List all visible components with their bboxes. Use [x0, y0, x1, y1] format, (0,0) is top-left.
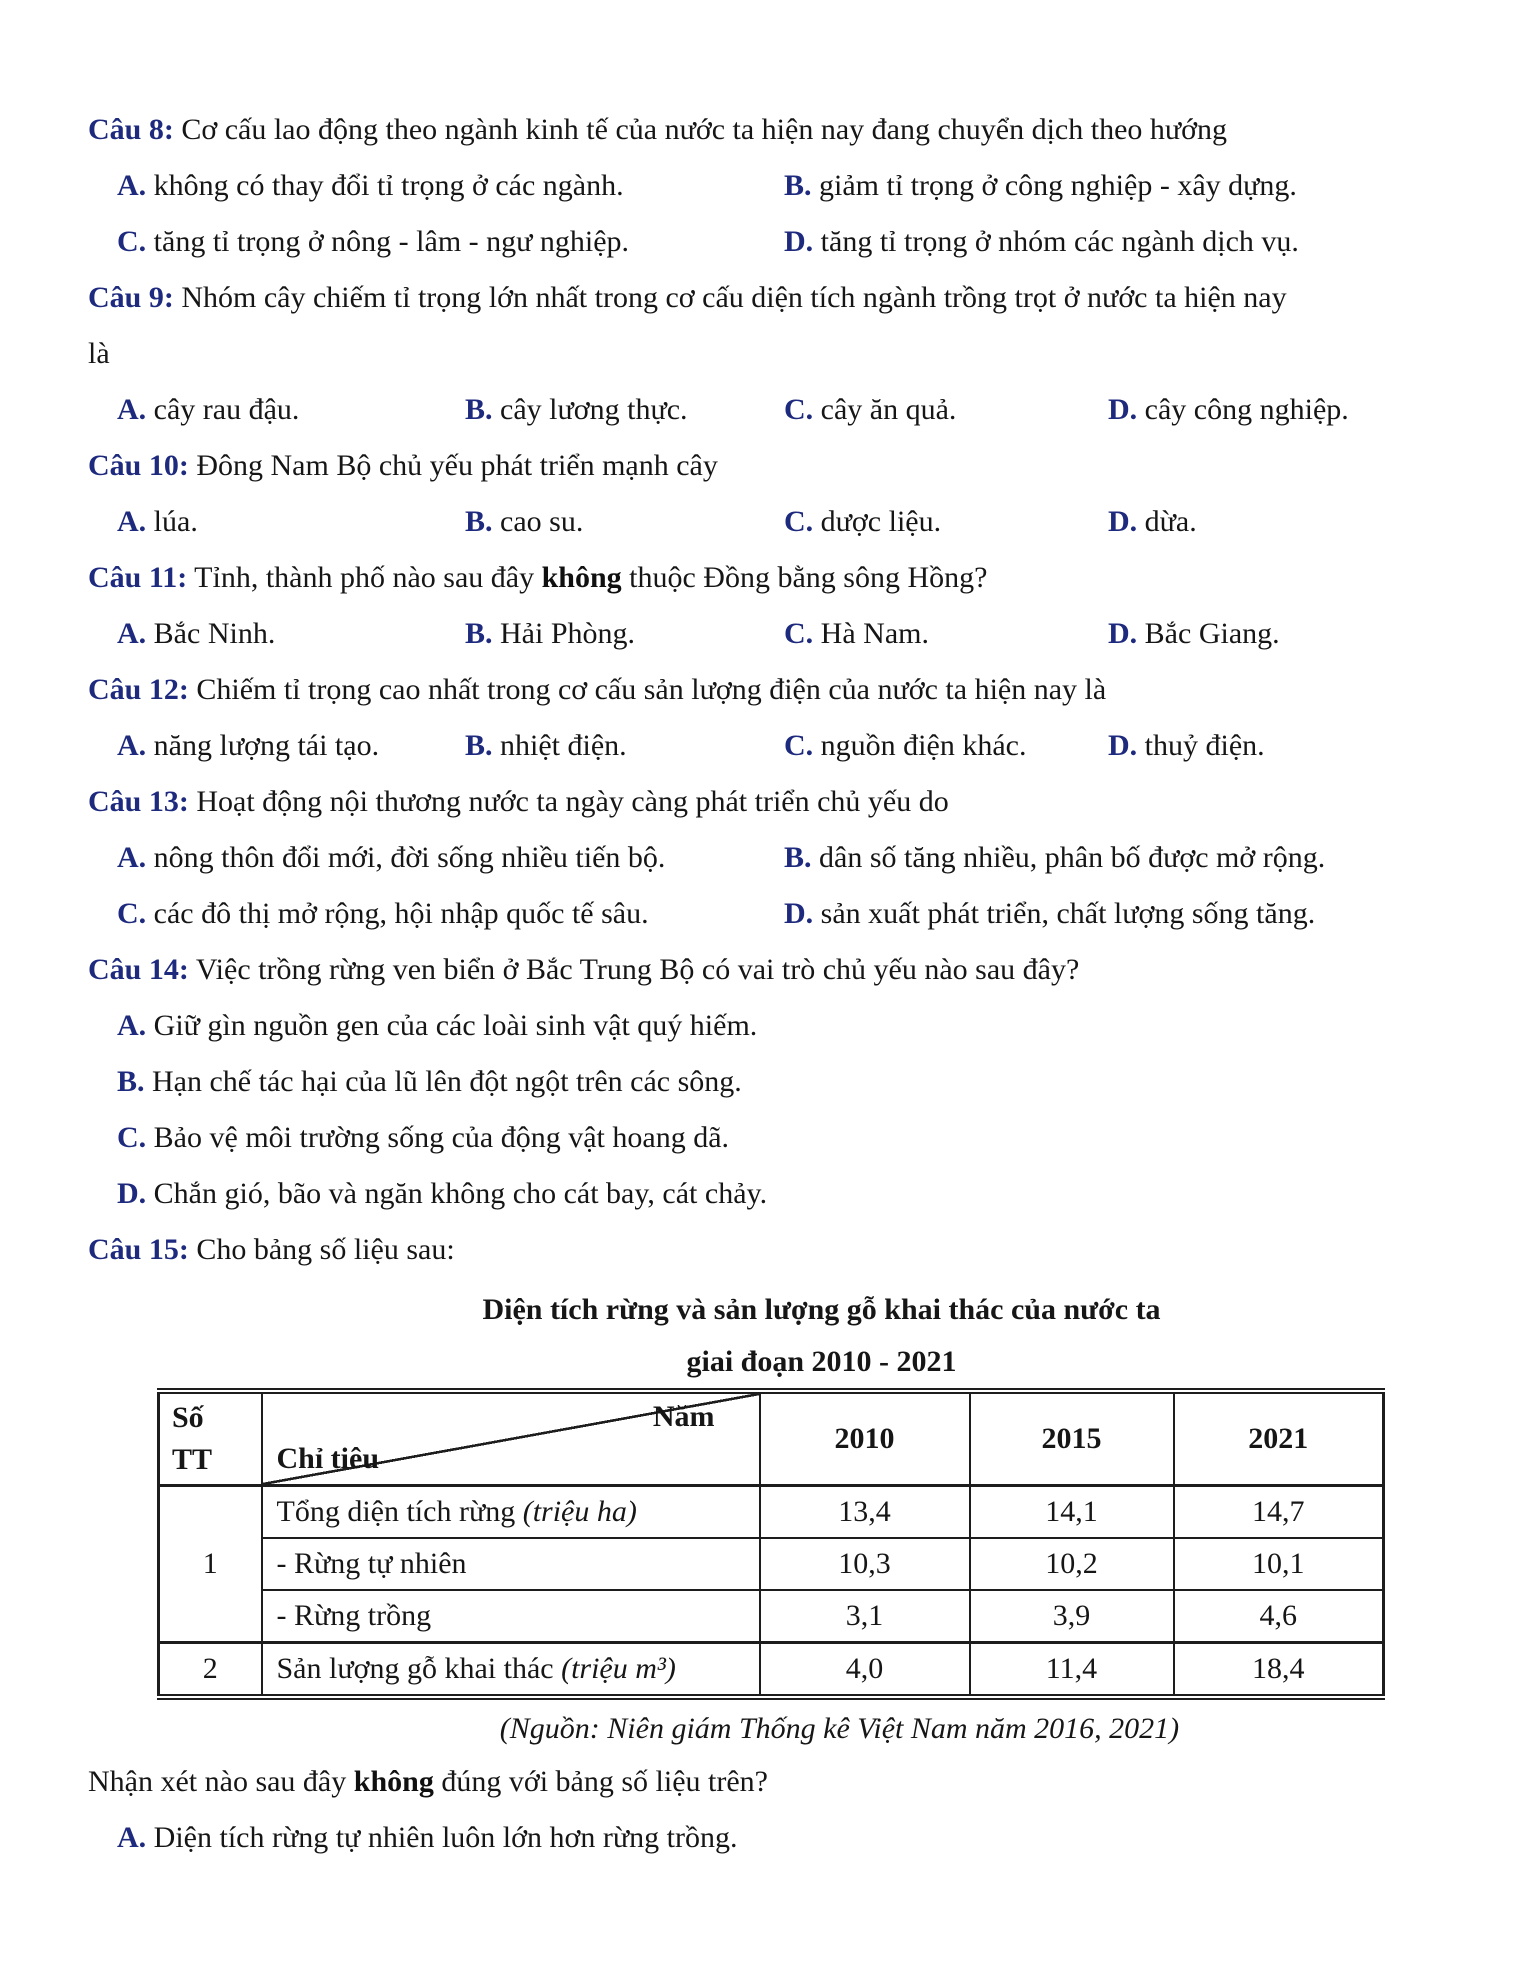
closing-question-line [88, 1754, 1480, 1810]
option-text: Bắc Ninh. [153, 617, 276, 650]
answer-option [117, 718, 465, 774]
row-label-text: - Rừng trồng [276, 1599, 432, 1632]
answer-option [1108, 606, 1480, 662]
option-letter: B. [784, 169, 812, 202]
option-letter: A. [117, 729, 147, 762]
option-letter: A. [117, 169, 147, 202]
option-letter: D. [117, 1177, 147, 1210]
option-letter: A. [117, 1009, 147, 1042]
option-letter: D. [1108, 393, 1138, 426]
option-text: Diện tích rừng tự nhiên luôn lớn hơn rừng trồng. [153, 1821, 738, 1854]
option-text: sản xuất phát triển, chất lượng sống tăng. [820, 897, 1316, 930]
options-row [88, 1166, 1480, 1222]
stt-header-text: TT [172, 1443, 213, 1476]
stt-header-cell [159, 1391, 262, 1486]
option-text: cây ăn quả. [820, 393, 957, 426]
answer-option [465, 382, 784, 438]
value-cell: 4,0 [760, 1643, 970, 1698]
question-text: Nhận xét nào sau đây [88, 1765, 354, 1798]
table-row [159, 1538, 1384, 1590]
corner-year-label: Năm [652, 1400, 715, 1433]
answer-option [784, 382, 1108, 438]
row-label-unit: (triệu m³) [561, 1652, 676, 1685]
stt-cell: 1 [159, 1486, 262, 1643]
question-text: Hoạt động nội thương nước ta ngày càng phát triển chủ yếu do [196, 785, 949, 818]
row-label-cell [262, 1643, 760, 1698]
answer-option [784, 830, 1480, 886]
option-letter: A. [117, 841, 147, 874]
question-number-label: Câu 9: [88, 281, 174, 314]
option-letter: D. [784, 225, 814, 258]
question-number-label: Câu 12: [88, 673, 189, 706]
options-row [88, 886, 1480, 942]
option-letter: D. [1108, 505, 1138, 538]
row-label-text: Tổng diện tích rừng [276, 1495, 523, 1528]
table-row [159, 1590, 1384, 1643]
question-number-label: Câu 11: [88, 561, 188, 594]
answer-option [117, 494, 465, 550]
option-text: Chắn gió, bão và ngăn không cho cát bay, cát chảy. [153, 1177, 768, 1210]
question-line [88, 550, 1480, 606]
question-line [88, 438, 1480, 494]
options-row [88, 1054, 1480, 1110]
value-cell: 10,3 [760, 1538, 970, 1590]
option-letter: A. [117, 393, 147, 426]
option-letter: D. [1108, 617, 1138, 650]
table-body [159, 1391, 1384, 1697]
answer-option [1108, 494, 1480, 550]
options-row [88, 1810, 1480, 1866]
option-letter: C. [117, 897, 147, 930]
table-source: (Nguồn: Niên giám Thống kê Việt Nam năm 2016, 2021) [499, 1712, 1180, 1745]
answer-option [465, 606, 784, 662]
options-row [88, 998, 1480, 1054]
question-number-label: Câu 15: [88, 1233, 189, 1266]
option-letter: A. [117, 617, 147, 650]
option-text: Bắc Giang. [1144, 617, 1280, 650]
option-letter: B. [465, 505, 493, 538]
option-text: Hải Phòng. [500, 617, 636, 650]
value-cell: 4,6 [1174, 1590, 1384, 1643]
question-text: Chiếm tỉ trọng cao nhất trong cơ cấu sản lượng điện của nước ta hiện nay là [196, 673, 1107, 706]
answer-option [117, 214, 784, 270]
option-letter: C. [117, 1121, 147, 1154]
question-text: Cơ cấu lao động theo ngành kinh tế của nước ta hiện nay đang chuyển dịch theo hướng [181, 113, 1228, 146]
year-header-cell: 2021 [1174, 1391, 1384, 1486]
row-label-unit: (triệu ha) [522, 1495, 637, 1528]
year-header-cell: 2015 [970, 1391, 1174, 1486]
question-line [88, 1222, 1480, 1278]
stt-cell: 2 [159, 1643, 262, 1698]
answer-option [1108, 718, 1480, 774]
option-text: Hà Nam. [820, 617, 929, 650]
option-letter: D. [784, 897, 814, 930]
question-number-label: Câu 13: [88, 785, 189, 818]
question-text: thuộc Đồng bằng sông Hồng? [621, 561, 988, 594]
answer-option [784, 886, 1480, 942]
answer-option [117, 1177, 767, 1210]
value-cell: 11,4 [970, 1643, 1174, 1698]
option-text: cây lương thực. [500, 393, 688, 426]
options-row [88, 494, 1480, 550]
question-text: là [88, 337, 110, 370]
option-text: tăng tỉ trọng ở nhóm các ngành dịch vụ. [820, 225, 1299, 258]
answer-option [465, 494, 784, 550]
option-letter: C. [784, 505, 814, 538]
table-title-line: giai đoạn 2010 - 2021 [686, 1345, 957, 1378]
option-text: lúa. [153, 505, 198, 538]
question-line [88, 326, 1480, 382]
question-text: Cho bảng số liệu sau: [196, 1233, 455, 1266]
answer-option [117, 830, 784, 886]
options-row [88, 1110, 1480, 1166]
answer-option [784, 718, 1108, 774]
option-letter: C. [784, 393, 814, 426]
question-number-label: Câu 10: [88, 449, 189, 482]
option-letter: B. [465, 729, 493, 762]
row-label-cell [262, 1486, 760, 1539]
answer-option [117, 1065, 742, 1098]
answer-option [784, 214, 1480, 270]
option-text: dừa. [1144, 505, 1197, 538]
table-corner-cell [262, 1391, 760, 1486]
option-letter: B. [465, 617, 493, 650]
question-number-label: Câu 14: [88, 953, 189, 986]
value-cell: 14,7 [1174, 1486, 1384, 1539]
answer-option [117, 158, 784, 214]
option-text: cây rau đậu. [153, 393, 300, 426]
question-number-label: Câu 8: [88, 113, 174, 146]
question-line [88, 662, 1480, 718]
answer-option [117, 1009, 757, 1042]
year-header-cell: 2010 [760, 1391, 970, 1486]
option-text: năng lượng tái tạo. [153, 729, 380, 762]
emphasis-text: không [541, 561, 622, 594]
option-text: dân số tăng nhiều, phân bố được mở rộng. [819, 841, 1326, 874]
value-cell: 10,2 [970, 1538, 1174, 1590]
option-text: dược liệu. [820, 505, 942, 538]
answer-option [117, 886, 784, 942]
question-text: Đông Nam Bộ chủ yếu phát triển mạnh cây [196, 449, 718, 482]
options-row [88, 718, 1480, 774]
option-text: không có thay đổi tỉ trọng ở các ngành. [153, 169, 624, 202]
question-text: Nhóm cây chiếm tỉ trọng lớn nhất trong cơ cấu diện tích ngành trồng trọt ở nước ta hiện nay [181, 281, 1287, 314]
value-cell: 3,9 [970, 1590, 1174, 1643]
answer-option [117, 382, 465, 438]
data-table [157, 1388, 1385, 1700]
option-text: cao su. [500, 505, 584, 538]
option-text: tăng tỉ trọng ở nông - lâm - ngư nghiệp. [153, 225, 630, 258]
value-cell: 14,1 [970, 1486, 1174, 1539]
question-line [88, 942, 1480, 998]
options-row [88, 158, 1480, 214]
question-line [88, 270, 1480, 326]
table-row [159, 1643, 1384, 1698]
option-text: Bảo vệ môi trường sống của động vật hoang dã. [153, 1121, 730, 1154]
option-text: nhiệt điện. [500, 729, 627, 762]
value-cell: 10,1 [1174, 1538, 1384, 1590]
option-letter: A. [117, 505, 147, 538]
question-text: Tỉnh, thành phố nào sau đây [194, 561, 542, 594]
answer-option [1108, 382, 1480, 438]
option-letter: A. [117, 1821, 147, 1854]
option-letter: B. [465, 393, 493, 426]
option-text: nguồn điện khác. [820, 729, 1027, 762]
value-cell: 3,1 [760, 1590, 970, 1643]
option-text: thuỷ điện. [1144, 729, 1265, 762]
answer-option [117, 1821, 737, 1854]
question-text: đúng với bảng số liệu trên? [433, 1765, 768, 1798]
row-label-text: - Rừng tự nhiên [276, 1547, 467, 1580]
option-letter: C. [784, 617, 814, 650]
answer-option [117, 606, 465, 662]
option-letter: B. [117, 1065, 145, 1098]
table-title [209, 1284, 1434, 1388]
options-row [88, 382, 1480, 438]
option-letter: B. [784, 841, 812, 874]
table-title-line: Diện tích rừng và sản lượng gỗ khai thác của nước ta [482, 1293, 1161, 1326]
answer-option [465, 718, 784, 774]
option-text: giảm tỉ trọng ở công nghiệp - xây dựng. [819, 169, 1297, 202]
table-row [159, 1486, 1384, 1539]
options-row [88, 606, 1480, 662]
option-letter: D. [1108, 729, 1138, 762]
option-letter: C. [117, 225, 147, 258]
answer-option [784, 494, 1108, 550]
row-label-cell [262, 1538, 760, 1590]
answer-option [784, 606, 1108, 662]
row-label-cell [262, 1590, 760, 1643]
options-row [88, 214, 1480, 270]
option-text: nông thôn đổi mới, đời sống nhiều tiến bộ. [153, 841, 666, 874]
option-text: cây công nghiệp. [1144, 393, 1349, 426]
corner-criteria-label: Chỉ tiêu [276, 1442, 380, 1475]
options-row [88, 830, 1480, 886]
table-header-row [159, 1391, 1384, 1486]
answer-option [784, 158, 1480, 214]
value-cell: 13,4 [760, 1486, 970, 1539]
emphasis-text: không [353, 1765, 434, 1798]
option-letter: C. [784, 729, 814, 762]
row-label-text: Sản lượng gỗ khai thác [276, 1652, 562, 1685]
option-text: Hạn chế tác hại của lũ lên đột ngột trên các sông. [152, 1065, 742, 1098]
stt-header-text: Số [172, 1401, 204, 1434]
option-text: Giữ gìn nguồn gen của các loài sinh vật quý hiếm. [153, 1009, 758, 1042]
question-text: Việc trồng rừng ven biển ở Bắc Trung Bộ có vai trò chủ yếu nào sau đây? [195, 953, 1080, 986]
question-line [88, 774, 1480, 830]
option-text: các đô thị mở rộng, hội nhập quốc tế sâu. [153, 897, 649, 930]
question-line [88, 102, 1480, 158]
value-cell: 18,4 [1174, 1643, 1384, 1698]
answer-option [117, 1121, 729, 1154]
